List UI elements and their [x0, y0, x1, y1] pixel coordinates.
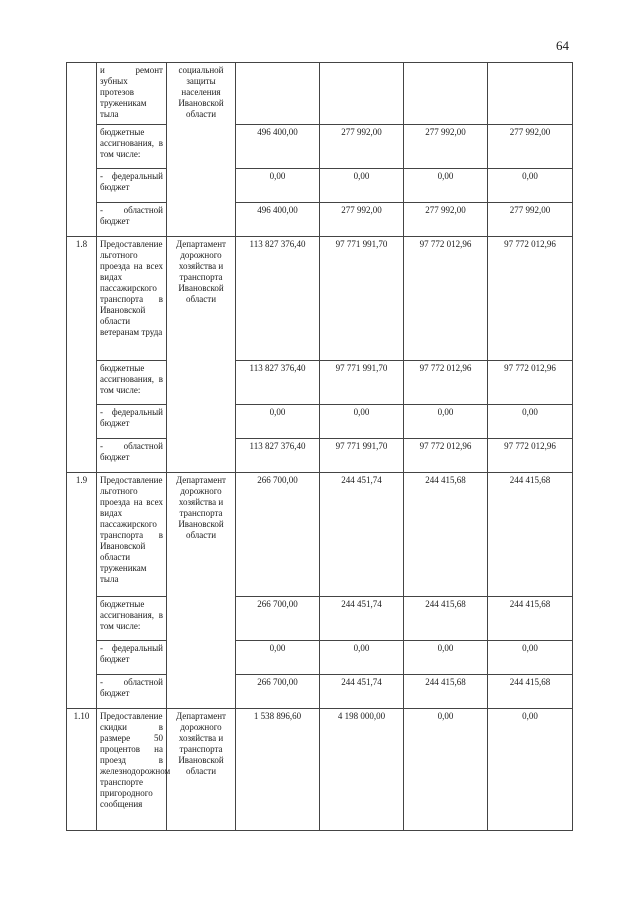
value-cell: 0,00 — [404, 405, 488, 439]
value-cell: 0,00 — [320, 405, 404, 439]
item-number-cell: 1.9 — [67, 473, 97, 709]
table-row — [67, 597, 573, 641]
table-row — [67, 675, 573, 709]
value-cell: 97 772 012,96 — [488, 237, 573, 361]
value-cell: 0,00 — [236, 405, 320, 439]
budget-label: - областной бюджет — [97, 439, 167, 473]
table-row — [67, 405, 573, 439]
value-cell: 244 415,68 — [488, 675, 573, 709]
value-cell: 0,00 — [488, 709, 573, 831]
value-cell: 277 992,00 — [488, 125, 573, 169]
page-number: 64 — [556, 38, 569, 53]
table-row — [67, 439, 573, 473]
value-cell: 266 700,00 — [236, 675, 320, 709]
value-cell: 277 992,00 — [404, 203, 488, 237]
value-cell: 266 700,00 — [236, 597, 320, 641]
value-cell — [488, 63, 573, 125]
department-cell: социальной защиты населения Ивановской области — [167, 63, 236, 237]
value-cell: 97 772 012,96 — [488, 439, 573, 473]
table-row — [67, 361, 573, 405]
value-cell: 0,00 — [236, 169, 320, 203]
value-cell: 97 771 991,70 — [320, 237, 404, 361]
table-row — [67, 709, 573, 831]
budget-label: - федеральный бюджет — [97, 169, 167, 203]
value-cell: 244 415,68 — [404, 675, 488, 709]
value-cell: 277 992,00 — [404, 125, 488, 169]
value-cell: 496 400,00 — [236, 125, 320, 169]
value-cell: 0,00 — [404, 641, 488, 675]
value-cell: 0,00 — [320, 169, 404, 203]
budget-label: - федеральный бюджет — [97, 405, 167, 439]
budget-label: - областной бюджет — [97, 675, 167, 709]
table-row — [67, 125, 573, 169]
value-cell — [320, 63, 404, 125]
value-cell: 0,00 — [488, 641, 573, 675]
value-cell: 97 772 012,96 — [404, 439, 488, 473]
budget-label: бюджетные ассигнования, в том числе: — [97, 125, 167, 169]
value-cell: 113 827 376,40 — [236, 237, 320, 361]
item-number-cell: 1.8 — [67, 237, 97, 473]
table-row — [67, 237, 573, 361]
value-cell — [404, 63, 488, 125]
item-name-cell: Предоставление льготного проезда на всех видах пассажирского транспорта в Ивановской области ветеранам труда — [97, 237, 167, 361]
value-cell: 97 772 012,96 — [488, 361, 573, 405]
value-cell: 0,00 — [236, 641, 320, 675]
value-cell: 0,00 — [320, 641, 404, 675]
value-cell: 97 771 991,70 — [320, 361, 404, 405]
value-cell: 244 415,68 — [404, 473, 488, 597]
value-cell: 1 538 896,60 — [236, 709, 320, 831]
table-row — [67, 63, 573, 125]
value-cell: 244 451,74 — [320, 473, 404, 597]
table-row — [67, 641, 573, 675]
value-cell: 113 827 376,40 — [236, 439, 320, 473]
value-cell: 97 772 012,96 — [404, 361, 488, 405]
department-cell: Департамент дорожного хозяйства и транспорта Ивановской области — [167, 473, 236, 709]
value-cell: 277 992,00 — [320, 125, 404, 169]
item-name-cell: Предоставление скидки в размере 50 процентов на проезд в железнодорожном транспорте пригородного сообщения — [97, 709, 167, 831]
value-cell — [236, 63, 320, 125]
department-cell: Департамент дорожного хозяйства и транспорта Ивановской области — [167, 709, 236, 831]
table-row — [67, 203, 573, 237]
value-cell: 0,00 — [488, 169, 573, 203]
value-cell: 113 827 376,40 — [236, 361, 320, 405]
table-row — [67, 169, 573, 203]
item-name-cell: Предоставление льготного проезда на всех видах пассажирского транспорта в Ивановской области труженикам тыла — [97, 473, 167, 597]
value-cell: 4 198 000,00 — [320, 709, 404, 831]
value-cell: 244 451,74 — [320, 597, 404, 641]
item-number-cell: 1.10 — [67, 709, 97, 831]
budget-table — [66, 62, 573, 831]
value-cell: 244 451,74 — [320, 675, 404, 709]
budget-label: - федеральный бюджет — [97, 641, 167, 675]
budget-label: бюджетные ассигнования, в том числе: — [97, 597, 167, 641]
budget-label: бюджетные ассигнования, в том числе: — [97, 361, 167, 405]
value-cell: 496 400,00 — [236, 203, 320, 237]
value-cell: 244 415,68 — [488, 473, 573, 597]
value-cell: 97 772 012,96 — [404, 237, 488, 361]
value-cell: 244 415,68 — [404, 597, 488, 641]
department-cell: Департамент дорожного хозяйства и транспорта Ивановской области — [167, 237, 236, 473]
budget-label: - областной бюджет — [97, 203, 167, 237]
value-cell: 244 415,68 — [488, 597, 573, 641]
value-cell: 0,00 — [404, 709, 488, 831]
item-number-cell — [67, 63, 97, 237]
value-cell: 266 700,00 — [236, 473, 320, 597]
item-name-cell: и ремонт зубных протезов труженикам тыла — [97, 63, 167, 125]
table-row — [67, 473, 573, 597]
value-cell: 0,00 — [404, 169, 488, 203]
value-cell: 97 771 991,70 — [320, 439, 404, 473]
value-cell: 277 992,00 — [320, 203, 404, 237]
value-cell: 277 992,00 — [488, 203, 573, 237]
value-cell: 0,00 — [488, 405, 573, 439]
